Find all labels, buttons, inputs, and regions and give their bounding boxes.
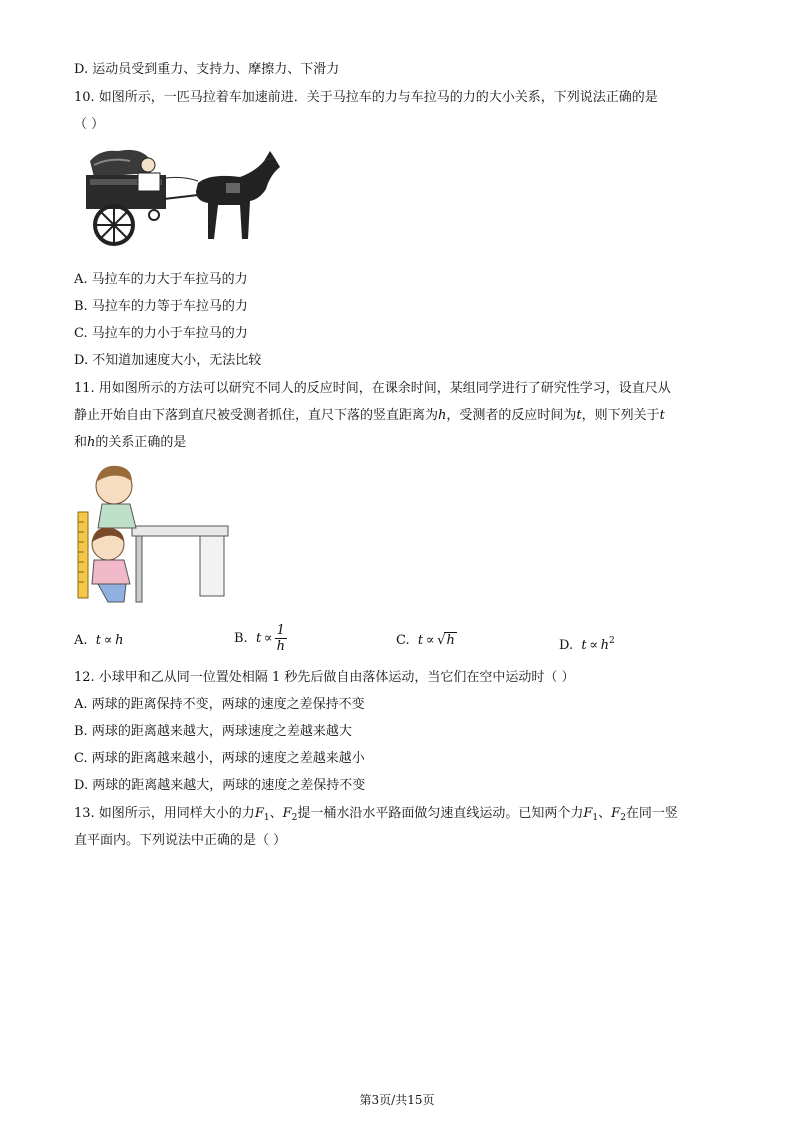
fraction-one-over-h: $\frac{1}{h}$	[276, 623, 285, 654]
option-d-previous: D. 运动员受到重力、支持力、摩擦力、下滑力	[74, 62, 340, 77]
q11-text-b: ，受测者的反应时间为	[446, 408, 577, 423]
horse-cart-image	[80, 143, 294, 248]
q10-option-b: B. 马拉车的力等于车拉马的力	[74, 299, 248, 314]
page-footer: 第3页/共15页	[359, 1093, 435, 1107]
q12-option-d: D. 两球的距离越来越大，两球的速度之差保持不变	[74, 778, 366, 793]
var-t: t	[576, 408, 582, 423]
q12-option-b: B. 两球的距离越来越大，两球速度之差越来越大	[74, 724, 352, 739]
q11-text-and: 和	[74, 435, 88, 450]
q11-option-b: B. t ∝ $\frac{1}{h}$	[234, 623, 285, 654]
q11-text-c: ，则下列关于	[581, 408, 660, 423]
question-11-line-3	[74, 434, 186, 452]
question-13-line-1: 13. 如图所示，用同样大小的力$F_1$、$F_2$提一桶水沿水平路面做匀速直线运动。已知两个力$F_1$、$F_2$在同一竖	[74, 806, 678, 823]
var-h: h	[438, 408, 447, 423]
q11-option-c: C. t ∝ √h	[396, 633, 455, 648]
question-12: 12. 小球甲和乙从同一位置处相隔 1 秒先后做自由落体运动，当它们在空中运动时（ ）	[74, 670, 575, 685]
question-11-line-2	[74, 407, 665, 425]
question-11-line-1: 11. 用如图所示的方法可以研究不同人的反应时间，在课余时间，某组同学进行了研究性学习，设直尺从	[74, 381, 671, 396]
question-13-line-2: 直平面内。下列说法中正确的是（ ）	[74, 833, 287, 848]
q12-option-a: A. 两球的距离保持不变，两球的速度之差保持不变	[74, 697, 365, 712]
q11-option-a: A. t ∝ h	[74, 633, 124, 648]
var-t: t	[659, 408, 665, 423]
question-10-paren: （ ）	[74, 117, 105, 132]
reaction-time-image	[74, 462, 232, 610]
q11-option-d: D. $t \propto h^2$	[559, 636, 615, 653]
sqrt-h: h	[446, 633, 455, 648]
q10-option-a: A. 马拉车的力大于车拉马的力	[74, 272, 248, 287]
q10-option-c: C. 马拉车的力小于车拉马的力	[74, 326, 248, 341]
q11-text-rel: 的关系正确的是	[95, 435, 187, 450]
question-10: 10. 如图所示，一匹马拉着车加速前进．关于马拉车的力与车拉马的力的大小关系，下列说法正确的是	[74, 90, 658, 105]
q12-option-c: C. 两球的距离越来越小，两球的速度之差越来越小	[74, 751, 365, 766]
q11-text-a: 静止开始自由下落到直尺被受测者抓住，直尺下落的竖直距离为	[74, 408, 439, 423]
var-h: h	[87, 435, 96, 450]
q10-option-d: D. 不知道加速度大小，无法比较	[74, 353, 262, 368]
